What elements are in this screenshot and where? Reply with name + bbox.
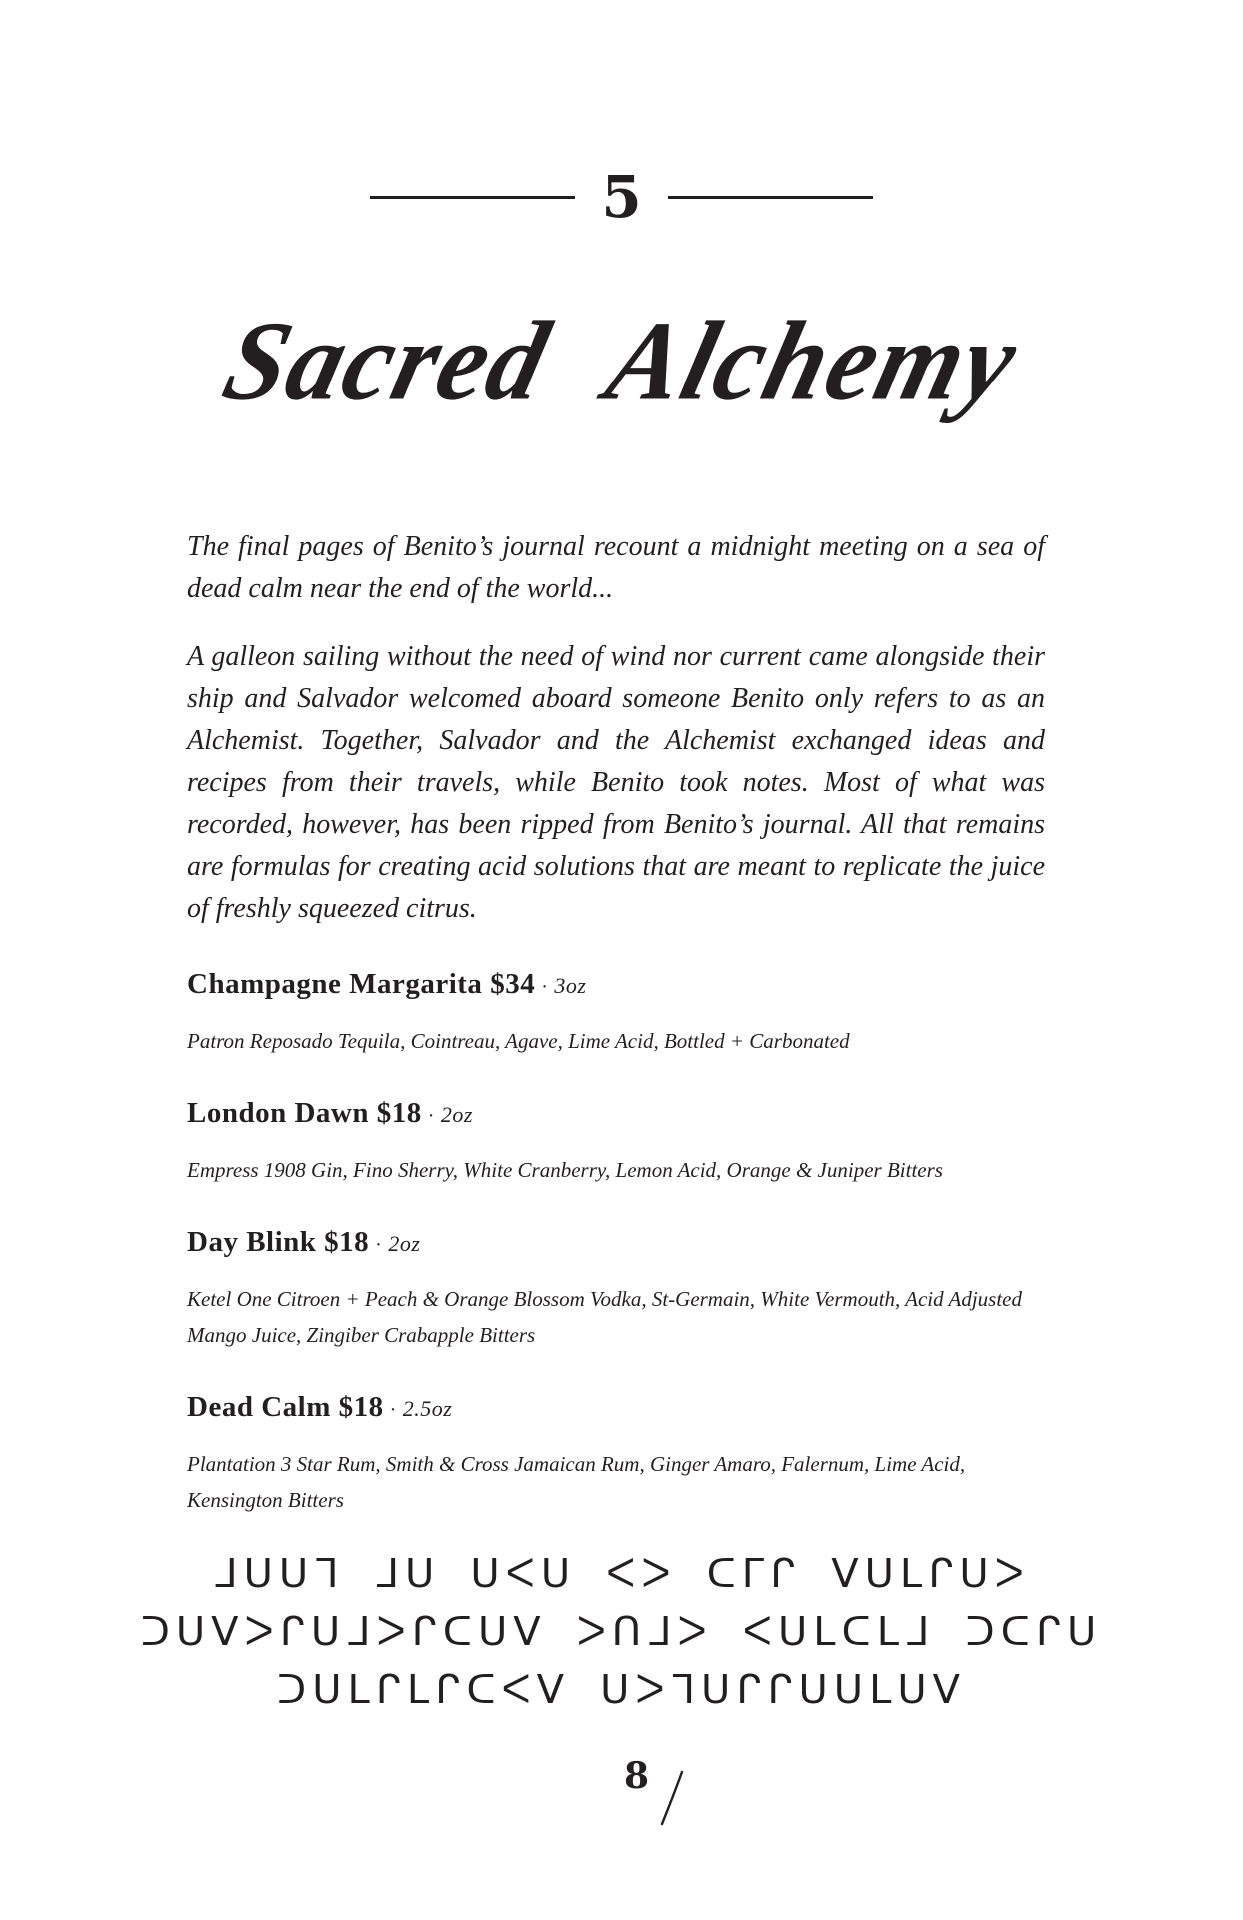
menu-item-dead-calm xyxy=(187,1387,1047,1518)
menu-item-ingredients: Empress 1908 Gin, Fino Sherry, White Cranberry, Lemon Acid, Orange & Juniper Bitters xyxy=(187,1158,943,1182)
chapter-heading xyxy=(0,163,1243,231)
menu-item-name: Champagne Margarita xyxy=(187,968,483,1000)
menu-item-champagne-margarita xyxy=(187,964,1047,1059)
menu-item-price: $18 xyxy=(376,1097,422,1129)
cipher-line-2: ᑐᑌᐯᐳᒋᑌᒧᐳᒋᑕᑌᐯ ᐳᑎᒧᐳ ᐸᑌᒪᑕᒪᒧ ᑐᑕᒋᑌ xyxy=(140,1609,1103,1655)
cipher-line-3: ᑐᑌᒪᒋᒪᒋᑕᐸᐯ ᑌᐳᒣᑌᒋᒋᑌᑌᒪᑌᐯ xyxy=(277,1667,966,1713)
menu-item-size: 2.5oz xyxy=(402,1396,453,1421)
title-block xyxy=(0,300,1243,424)
menu-item-header xyxy=(187,1387,1047,1430)
menu-item-price: $18 xyxy=(324,1226,370,1258)
page-number: 8 xyxy=(624,1755,650,1797)
separator-dot: · xyxy=(389,1399,397,1421)
menu-item-price: $34 xyxy=(490,968,536,1000)
intro-text xyxy=(187,526,1045,956)
menu-item-ingredients: Plantation 3 Star Rum, Smith & Cross Jamaican Rum, Ginger Amaro, Falernum, Lime Acid, Kensington Bitters xyxy=(187,1452,966,1512)
menu-item-size: 2oz xyxy=(440,1102,473,1127)
page-title: Sacred Alchemy xyxy=(212,299,1031,424)
menu-item-day-blink xyxy=(187,1222,1047,1353)
intro-paragraph-2: A galleon sailing without the need of wind nor current came alongside their ship and Salvador welcomed aboard someone Benito only refers to as an Alchemist. Together, Salvador and the Alchemist exchanged ideas and recipes from their travels, while Benito took notes. Most of what was recorded, however, has been ripped from Benito’s journal. All that remains are formulas for creating acid solutions that are meant to replicate the juice of freshly squeezed citrus. xyxy=(187,641,1045,924)
chapter-rule-left xyxy=(370,196,575,199)
cipher-text xyxy=(0,1545,1243,1719)
menu-item-ingredients: Patron Reposado Tequila, Cointreau, Agave, Lime Acid, Bottled + Carbonated xyxy=(187,1029,850,1053)
menu-item-size: 3oz xyxy=(554,973,587,998)
chapter-number: 5 xyxy=(601,163,642,231)
separator-dot: · xyxy=(541,976,549,998)
menu-item-name: Dead Calm xyxy=(187,1391,331,1423)
menu-item-london-dawn xyxy=(187,1093,1047,1188)
chapter-rule-right xyxy=(668,196,873,199)
separator-dot: · xyxy=(375,1234,383,1256)
menu-item-size: 2oz xyxy=(388,1231,421,1256)
cipher-line-1: ᒧᑌᑌᒣ ᒧᑌ ᑌᐸᑌ ᐸᐳ ᑕᒥᒋ ᐯᑌᒪᒋᑌᐳ xyxy=(213,1551,1030,1597)
menu-item-price: $18 xyxy=(338,1391,384,1423)
menu-item-header xyxy=(187,1222,1047,1265)
menu-item-ingredients: Ketel One Citroen + Peach & Orange Blossom Vodka, St-Germain, White Vermouth, Acid Adjusted Mango Juice, Zingiber Crabapple Bitters xyxy=(187,1287,1022,1347)
separator-dot: · xyxy=(427,1105,435,1127)
menu-item-header xyxy=(187,964,1047,1007)
menu-item-header xyxy=(187,1093,1047,1136)
menu-item-name: London Dawn xyxy=(187,1097,369,1129)
menu-item-name: Day Blink xyxy=(187,1226,317,1258)
cocktail-menu xyxy=(187,964,1047,1552)
page-number-slash xyxy=(652,1768,692,1828)
intro-paragraph-1: The final pages of Benito’s journal recount a midnight meeting on a sea of dead calm near the end of the world... xyxy=(187,531,1045,604)
